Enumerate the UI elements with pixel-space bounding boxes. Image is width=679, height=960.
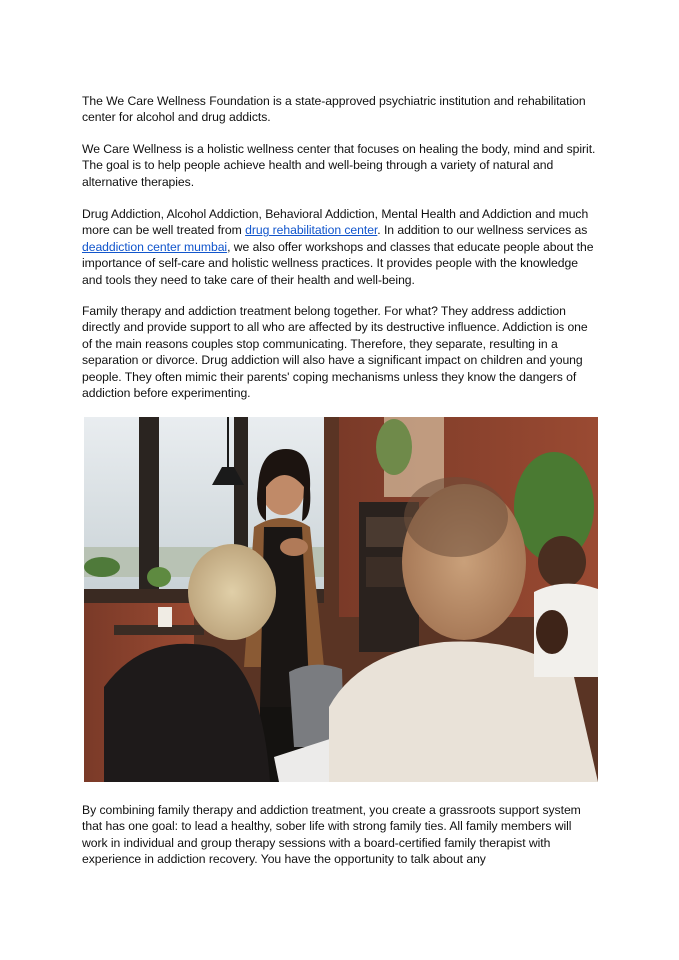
services-paragraph (82, 206, 597, 288)
services-text-end: , we also offer workshops and classes that educate people about the importance of self-care and holistic wellness practices. It provides people with the knowledge and tools they need to take care of their health and well-being. (82, 239, 594, 287)
services-text-middle: . In addition to our wellness services as (377, 223, 588, 238)
services-text-start: Drug Addiction, Alcohol Addiction, Behavioral Addiction, Mental Health and Addiction and much more can be well treated from (82, 207, 589, 238)
intro-paragraph: The We Care Wellness Foundation is a state-approved psychiatric institution and rehabilitation center for alcohol and drug addicts. (82, 94, 586, 125)
group-therapy-photo (84, 417, 598, 782)
holistic-paragraph: We Care Wellness is a holistic wellness center that focuses on healing the body, mind and spirit. The goal is to help people achieve health and well-being through a variety of natural and alternative therapies. (82, 142, 596, 189)
combining-therapy-paragraph: By combining family therapy and addiction treatment, you create a grassroots support system that has one goal: to lead a healthy, sober life with strong family ties. All family members will work in individual and group therapy sessions with a board-certified family therapist with experience in addiction recovery. You have the opportunity to talk about any (82, 803, 581, 867)
drug-rehabilitation-center-link[interactable]: drug rehabilitation center (245, 223, 378, 238)
deaddiction-center-mumbai-link[interactable]: deaddiction center mumbai (82, 239, 228, 254)
family-therapy-paragraph: Family therapy and addiction treatment belong together. For what? They address addiction directly and provide support to all who are affected by its destructive influence. Addiction is one of the main reasons couples stop communicating. Therefore, they separate, resulting in a separation or divorce. Drug addiction will also have a significant impact on children and young people. They often mimic their parents' coping mechanisms unless they know the dangers of addiction before experimenting. (82, 304, 588, 401)
